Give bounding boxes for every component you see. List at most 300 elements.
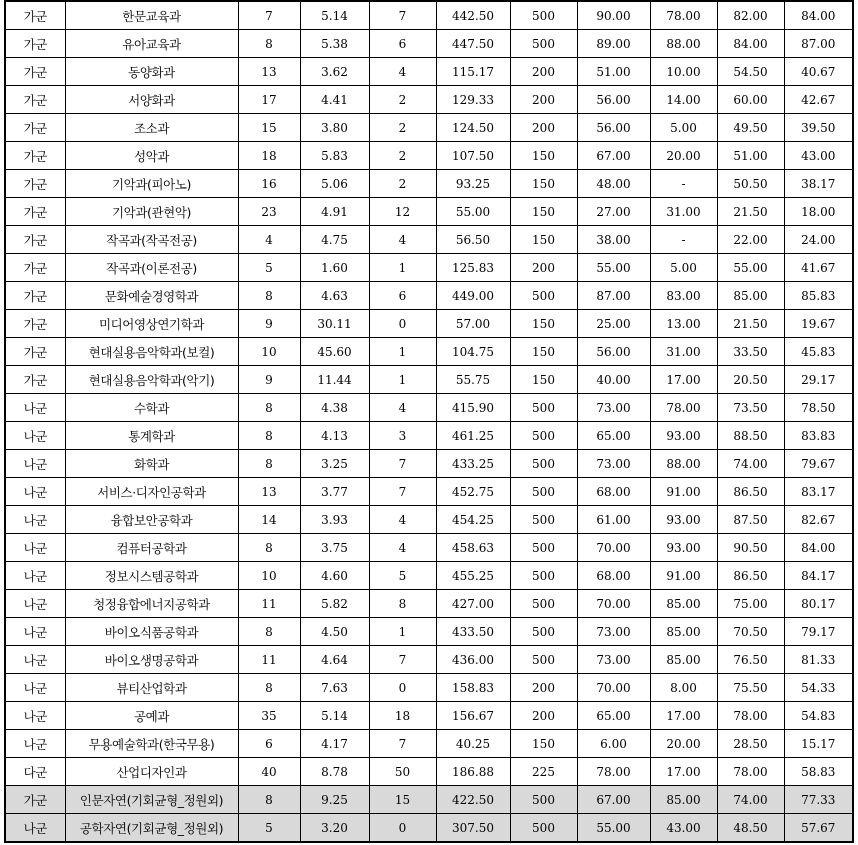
score-c-cell: 74.00 bbox=[717, 786, 784, 814]
group-cell: 다군 bbox=[5, 758, 65, 786]
quota-cell: 11 bbox=[238, 646, 300, 674]
group-cell: 가군 bbox=[5, 198, 65, 226]
competition-rate-cell: 3.62 bbox=[300, 58, 369, 86]
score-b-cell: - bbox=[650, 226, 717, 254]
department-cell: 수학과 bbox=[65, 394, 238, 422]
total-score-cell: 427.00 bbox=[436, 590, 510, 618]
quota-cell: 8 bbox=[238, 534, 300, 562]
score-a-cell: 56.00 bbox=[577, 86, 650, 114]
score-b-cell: - bbox=[650, 170, 717, 198]
department-cell: 서비스·디자인공학과 bbox=[65, 478, 238, 506]
competition-rate-cell: 4.64 bbox=[300, 646, 369, 674]
group-cell: 가군 bbox=[5, 282, 65, 310]
score-b-cell: 5.00 bbox=[650, 254, 717, 282]
score-c-cell: 60.00 bbox=[717, 86, 784, 114]
group-cell: 가군 bbox=[5, 366, 65, 394]
quota-cell: 8 bbox=[238, 786, 300, 814]
table-row bbox=[5, 394, 853, 422]
table-row bbox=[5, 338, 853, 366]
quota-cell: 8 bbox=[238, 282, 300, 310]
max-score-cell: 150 bbox=[510, 142, 577, 170]
department-cell: 인문자연(기회균형_정원외) bbox=[65, 786, 238, 814]
score-b-cell: 85.00 bbox=[650, 590, 717, 618]
average-cell: 85.83 bbox=[784, 282, 853, 310]
score-c-cell: 20.50 bbox=[717, 366, 784, 394]
score-c-cell: 87.50 bbox=[717, 506, 784, 534]
score-c-cell: 75.00 bbox=[717, 590, 784, 618]
score-a-cell: 25.00 bbox=[577, 310, 650, 338]
group-cell: 나군 bbox=[5, 814, 65, 843]
group-cell: 가군 bbox=[5, 86, 65, 114]
table-row bbox=[5, 562, 853, 590]
score-c-cell: 85.00 bbox=[717, 282, 784, 310]
competition-rate-cell: 4.17 bbox=[300, 730, 369, 758]
score-c-cell: 86.50 bbox=[717, 478, 784, 506]
score-a-cell: 78.00 bbox=[577, 758, 650, 786]
department-cell: 작곡과(작곡전공) bbox=[65, 226, 238, 254]
total-score-cell: 124.50 bbox=[436, 114, 510, 142]
competition-rate-cell: 5.83 bbox=[300, 142, 369, 170]
table-row bbox=[5, 506, 853, 534]
total-score-cell: 57.00 bbox=[436, 310, 510, 338]
max-score-cell: 150 bbox=[510, 198, 577, 226]
total-score-cell: 436.00 bbox=[436, 646, 510, 674]
department-cell: 바이오식품공학과 bbox=[65, 618, 238, 646]
score-b-cell: 14.00 bbox=[650, 86, 717, 114]
total-score-cell: 40.25 bbox=[436, 730, 510, 758]
max-score-cell: 200 bbox=[510, 254, 577, 282]
score-b-cell: 91.00 bbox=[650, 562, 717, 590]
competition-rate-cell: 4.63 bbox=[300, 282, 369, 310]
table-row bbox=[5, 618, 853, 646]
average-cell: 45.83 bbox=[784, 338, 853, 366]
waitlist-cell: 4 bbox=[369, 506, 436, 534]
average-cell: 39.50 bbox=[784, 114, 853, 142]
average-cell: 42.67 bbox=[784, 86, 853, 114]
score-c-cell: 86.50 bbox=[717, 562, 784, 590]
score-a-cell: 70.00 bbox=[577, 590, 650, 618]
score-c-cell: 82.00 bbox=[717, 1, 784, 30]
quota-cell: 15 bbox=[238, 114, 300, 142]
max-score-cell: 500 bbox=[510, 30, 577, 58]
table-row bbox=[5, 786, 853, 814]
score-b-cell: 17.00 bbox=[650, 702, 717, 730]
score-c-cell: 73.50 bbox=[717, 394, 784, 422]
department-cell: 공예과 bbox=[65, 702, 238, 730]
score-b-cell: 83.00 bbox=[650, 282, 717, 310]
admission-results-table bbox=[4, 0, 854, 843]
total-score-cell: 449.00 bbox=[436, 282, 510, 310]
average-cell: 18.00 bbox=[784, 198, 853, 226]
score-b-cell: 31.00 bbox=[650, 338, 717, 366]
competition-rate-cell: 5.38 bbox=[300, 30, 369, 58]
competition-rate-cell: 4.13 bbox=[300, 422, 369, 450]
total-score-cell: 129.33 bbox=[436, 86, 510, 114]
score-a-cell: 55.00 bbox=[577, 254, 650, 282]
group-cell: 가군 bbox=[5, 254, 65, 282]
competition-rate-cell: 9.25 bbox=[300, 786, 369, 814]
waitlist-cell: 4 bbox=[369, 226, 436, 254]
group-cell: 나군 bbox=[5, 394, 65, 422]
department-cell: 문화예술경영학과 bbox=[65, 282, 238, 310]
waitlist-cell: 6 bbox=[369, 282, 436, 310]
score-b-cell: 85.00 bbox=[650, 646, 717, 674]
department-cell: 현대실용음악학과(악기) bbox=[65, 366, 238, 394]
table-row bbox=[5, 198, 853, 226]
score-c-cell: 21.50 bbox=[717, 310, 784, 338]
table-row bbox=[5, 674, 853, 702]
competition-rate-cell: 7.63 bbox=[300, 674, 369, 702]
waitlist-cell: 18 bbox=[369, 702, 436, 730]
waitlist-cell: 2 bbox=[369, 142, 436, 170]
score-a-cell: 65.00 bbox=[577, 422, 650, 450]
department-cell: 융합보안공학과 bbox=[65, 506, 238, 534]
average-cell: 57.67 bbox=[784, 814, 853, 843]
competition-rate-cell: 4.75 bbox=[300, 226, 369, 254]
score-a-cell: 89.00 bbox=[577, 30, 650, 58]
group-cell: 나군 bbox=[5, 702, 65, 730]
average-cell: 82.67 bbox=[784, 506, 853, 534]
max-score-cell: 500 bbox=[510, 422, 577, 450]
quota-cell: 8 bbox=[238, 30, 300, 58]
waitlist-cell: 1 bbox=[369, 254, 436, 282]
average-cell: 79.17 bbox=[784, 618, 853, 646]
score-a-cell: 68.00 bbox=[577, 562, 650, 590]
average-cell: 54.83 bbox=[784, 702, 853, 730]
score-b-cell: 31.00 bbox=[650, 198, 717, 226]
competition-rate-cell: 4.38 bbox=[300, 394, 369, 422]
department-cell: 서양화과 bbox=[65, 86, 238, 114]
average-cell: 84.00 bbox=[784, 1, 853, 30]
department-cell: 한문교육과 bbox=[65, 1, 238, 30]
score-c-cell: 54.50 bbox=[717, 58, 784, 86]
competition-rate-cell: 5.14 bbox=[300, 1, 369, 30]
score-c-cell: 88.50 bbox=[717, 422, 784, 450]
competition-rate-cell: 1.60 bbox=[300, 254, 369, 282]
total-score-cell: 447.50 bbox=[436, 30, 510, 58]
department-cell: 현대실용음악학과(보컬) bbox=[65, 338, 238, 366]
max-score-cell: 150 bbox=[510, 338, 577, 366]
waitlist-cell: 3 bbox=[369, 422, 436, 450]
quota-cell: 8 bbox=[238, 618, 300, 646]
total-score-cell: 454.25 bbox=[436, 506, 510, 534]
waitlist-cell: 1 bbox=[369, 618, 436, 646]
total-score-cell: 158.83 bbox=[436, 674, 510, 702]
competition-rate-cell: 4.41 bbox=[300, 86, 369, 114]
group-cell: 가군 bbox=[5, 1, 65, 30]
score-a-cell: 38.00 bbox=[577, 226, 650, 254]
competition-rate-cell: 3.25 bbox=[300, 450, 369, 478]
group-cell: 가군 bbox=[5, 170, 65, 198]
waitlist-cell: 0 bbox=[369, 814, 436, 843]
group-cell: 나군 bbox=[5, 478, 65, 506]
total-score-cell: 415.90 bbox=[436, 394, 510, 422]
department-cell: 미디어영상연기학과 bbox=[65, 310, 238, 338]
total-score-cell: 433.50 bbox=[436, 618, 510, 646]
score-c-cell: 49.50 bbox=[717, 114, 784, 142]
average-cell: 15.17 bbox=[784, 730, 853, 758]
average-cell: 78.50 bbox=[784, 394, 853, 422]
competition-rate-cell: 11.44 bbox=[300, 366, 369, 394]
score-a-cell: 87.00 bbox=[577, 282, 650, 310]
average-cell: 19.67 bbox=[784, 310, 853, 338]
competition-rate-cell: 3.75 bbox=[300, 534, 369, 562]
department-cell: 유아교육과 bbox=[65, 30, 238, 58]
score-c-cell: 50.50 bbox=[717, 170, 784, 198]
waitlist-cell: 4 bbox=[369, 58, 436, 86]
score-b-cell: 20.00 bbox=[650, 730, 717, 758]
max-score-cell: 500 bbox=[510, 646, 577, 674]
quota-cell: 6 bbox=[238, 730, 300, 758]
table-row bbox=[5, 450, 853, 478]
score-c-cell: 78.00 bbox=[717, 758, 784, 786]
total-score-cell: 442.50 bbox=[436, 1, 510, 30]
group-cell: 나군 bbox=[5, 674, 65, 702]
quota-cell: 7 bbox=[238, 1, 300, 30]
table-row bbox=[5, 422, 853, 450]
group-cell: 나군 bbox=[5, 450, 65, 478]
total-score-cell: 458.63 bbox=[436, 534, 510, 562]
quota-cell: 9 bbox=[238, 310, 300, 338]
score-a-cell: 67.00 bbox=[577, 142, 650, 170]
score-b-cell: 93.00 bbox=[650, 534, 717, 562]
quota-cell: 18 bbox=[238, 142, 300, 170]
competition-rate-cell: 3.77 bbox=[300, 478, 369, 506]
quota-cell: 17 bbox=[238, 86, 300, 114]
max-score-cell: 150 bbox=[510, 310, 577, 338]
score-c-cell: 84.00 bbox=[717, 30, 784, 58]
score-c-cell: 33.50 bbox=[717, 338, 784, 366]
group-cell: 가군 bbox=[5, 30, 65, 58]
department-cell: 공학자연(기회균형_정원외) bbox=[65, 814, 238, 843]
table-row bbox=[5, 30, 853, 58]
quota-cell: 5 bbox=[238, 254, 300, 282]
waitlist-cell: 1 bbox=[369, 366, 436, 394]
score-a-cell: 27.00 bbox=[577, 198, 650, 226]
max-score-cell: 500 bbox=[510, 618, 577, 646]
group-cell: 나군 bbox=[5, 534, 65, 562]
average-cell: 80.17 bbox=[784, 590, 853, 618]
waitlist-cell: 7 bbox=[369, 1, 436, 30]
average-cell: 43.00 bbox=[784, 142, 853, 170]
total-score-cell: 125.83 bbox=[436, 254, 510, 282]
average-cell: 84.17 bbox=[784, 562, 853, 590]
competition-rate-cell: 8.78 bbox=[300, 758, 369, 786]
department-cell: 성악과 bbox=[65, 142, 238, 170]
average-cell: 54.33 bbox=[784, 674, 853, 702]
quota-cell: 13 bbox=[238, 478, 300, 506]
score-a-cell: 40.00 bbox=[577, 366, 650, 394]
score-b-cell: 5.00 bbox=[650, 114, 717, 142]
waitlist-cell: 4 bbox=[369, 534, 436, 562]
score-b-cell: 13.00 bbox=[650, 310, 717, 338]
score-b-cell: 17.00 bbox=[650, 366, 717, 394]
max-score-cell: 500 bbox=[510, 562, 577, 590]
department-cell: 화학과 bbox=[65, 450, 238, 478]
table-row bbox=[5, 758, 853, 786]
total-score-cell: 186.88 bbox=[436, 758, 510, 786]
waitlist-cell: 7 bbox=[369, 450, 436, 478]
waitlist-cell: 2 bbox=[369, 114, 436, 142]
competition-rate-cell: 4.91 bbox=[300, 198, 369, 226]
group-cell: 나군 bbox=[5, 590, 65, 618]
table-row bbox=[5, 814, 853, 843]
quota-cell: 9 bbox=[238, 366, 300, 394]
score-c-cell: 70.50 bbox=[717, 618, 784, 646]
waitlist-cell: 0 bbox=[369, 310, 436, 338]
total-score-cell: 104.75 bbox=[436, 338, 510, 366]
waitlist-cell: 5 bbox=[369, 562, 436, 590]
quota-cell: 5 bbox=[238, 814, 300, 843]
score-a-cell: 67.00 bbox=[577, 786, 650, 814]
average-cell: 41.67 bbox=[784, 254, 853, 282]
table-row bbox=[5, 590, 853, 618]
score-b-cell: 20.00 bbox=[650, 142, 717, 170]
average-cell: 87.00 bbox=[784, 30, 853, 58]
score-b-cell: 10.00 bbox=[650, 58, 717, 86]
department-cell: 뷰티산업학과 bbox=[65, 674, 238, 702]
table-row bbox=[5, 254, 853, 282]
group-cell: 나군 bbox=[5, 646, 65, 674]
competition-rate-cell: 3.80 bbox=[300, 114, 369, 142]
average-cell: 58.83 bbox=[784, 758, 853, 786]
total-score-cell: 93.25 bbox=[436, 170, 510, 198]
total-score-cell: 307.50 bbox=[436, 814, 510, 843]
department-cell: 기악과(관현악) bbox=[65, 198, 238, 226]
department-cell: 바이오생명공학과 bbox=[65, 646, 238, 674]
quota-cell: 10 bbox=[238, 338, 300, 366]
group-cell: 가군 bbox=[5, 226, 65, 254]
department-cell: 동양화과 bbox=[65, 58, 238, 86]
total-score-cell: 107.50 bbox=[436, 142, 510, 170]
competition-rate-cell: 5.06 bbox=[300, 170, 369, 198]
total-score-cell: 422.50 bbox=[436, 786, 510, 814]
max-score-cell: 150 bbox=[510, 730, 577, 758]
total-score-cell: 433.25 bbox=[436, 450, 510, 478]
max-score-cell: 500 bbox=[510, 534, 577, 562]
group-cell: 나군 bbox=[5, 562, 65, 590]
score-b-cell: 88.00 bbox=[650, 450, 717, 478]
score-c-cell: 76.50 bbox=[717, 646, 784, 674]
max-score-cell: 200 bbox=[510, 114, 577, 142]
score-b-cell: 93.00 bbox=[650, 422, 717, 450]
group-cell: 가군 bbox=[5, 338, 65, 366]
score-b-cell: 91.00 bbox=[650, 478, 717, 506]
score-c-cell: 28.50 bbox=[717, 730, 784, 758]
table-row bbox=[5, 730, 853, 758]
quota-cell: 14 bbox=[238, 506, 300, 534]
competition-rate-cell: 5.82 bbox=[300, 590, 369, 618]
total-score-cell: 55.00 bbox=[436, 198, 510, 226]
max-score-cell: 500 bbox=[510, 506, 577, 534]
department-cell: 작곡과(이론전공) bbox=[65, 254, 238, 282]
score-a-cell: 61.00 bbox=[577, 506, 650, 534]
competition-rate-cell: 4.60 bbox=[300, 562, 369, 590]
score-a-cell: 90.00 bbox=[577, 1, 650, 30]
score-a-cell: 48.00 bbox=[577, 170, 650, 198]
score-a-cell: 73.00 bbox=[577, 618, 650, 646]
quota-cell: 8 bbox=[238, 450, 300, 478]
score-b-cell: 43.00 bbox=[650, 814, 717, 843]
table-row bbox=[5, 170, 853, 198]
waitlist-cell: 15 bbox=[369, 786, 436, 814]
competition-rate-cell: 5.14 bbox=[300, 702, 369, 730]
score-b-cell: 88.00 bbox=[650, 30, 717, 58]
average-cell: 81.33 bbox=[784, 646, 853, 674]
total-score-cell: 115.17 bbox=[436, 58, 510, 86]
score-a-cell: 6.00 bbox=[577, 730, 650, 758]
group-cell: 나군 bbox=[5, 422, 65, 450]
quota-cell: 8 bbox=[238, 422, 300, 450]
score-a-cell: 51.00 bbox=[577, 58, 650, 86]
score-a-cell: 73.00 bbox=[577, 450, 650, 478]
waitlist-cell: 7 bbox=[369, 730, 436, 758]
group-cell: 가군 bbox=[5, 142, 65, 170]
department-cell: 청정융합에너지공학과 bbox=[65, 590, 238, 618]
department-cell: 통계학과 bbox=[65, 422, 238, 450]
competition-rate-cell: 3.93 bbox=[300, 506, 369, 534]
quota-cell: 8 bbox=[238, 674, 300, 702]
average-cell: 24.00 bbox=[784, 226, 853, 254]
waitlist-cell: 7 bbox=[369, 478, 436, 506]
score-b-cell: 93.00 bbox=[650, 506, 717, 534]
table-row bbox=[5, 86, 853, 114]
waitlist-cell: 1 bbox=[369, 338, 436, 366]
score-a-cell: 56.00 bbox=[577, 114, 650, 142]
max-score-cell: 500 bbox=[510, 478, 577, 506]
group-cell: 가군 bbox=[5, 58, 65, 86]
max-score-cell: 200 bbox=[510, 702, 577, 730]
score-c-cell: 90.50 bbox=[717, 534, 784, 562]
group-cell: 가군 bbox=[5, 786, 65, 814]
waitlist-cell: 0 bbox=[369, 674, 436, 702]
competition-rate-cell: 4.50 bbox=[300, 618, 369, 646]
waitlist-cell: 4 bbox=[369, 394, 436, 422]
quota-cell: 35 bbox=[238, 702, 300, 730]
table-row bbox=[5, 478, 853, 506]
table-row bbox=[5, 142, 853, 170]
competition-rate-cell: 3.20 bbox=[300, 814, 369, 843]
table-row bbox=[5, 114, 853, 142]
score-c-cell: 74.00 bbox=[717, 450, 784, 478]
quota-cell: 4 bbox=[238, 226, 300, 254]
score-b-cell: 78.00 bbox=[650, 394, 717, 422]
score-b-cell: 17.00 bbox=[650, 758, 717, 786]
max-score-cell: 225 bbox=[510, 758, 577, 786]
score-c-cell: 21.50 bbox=[717, 198, 784, 226]
total-score-cell: 455.25 bbox=[436, 562, 510, 590]
score-b-cell: 78.00 bbox=[650, 1, 717, 30]
average-cell: 40.67 bbox=[784, 58, 853, 86]
quota-cell: 40 bbox=[238, 758, 300, 786]
group-cell: 가군 bbox=[5, 310, 65, 338]
total-score-cell: 56.50 bbox=[436, 226, 510, 254]
max-score-cell: 500 bbox=[510, 590, 577, 618]
score-c-cell: 78.00 bbox=[717, 702, 784, 730]
table-row bbox=[5, 226, 853, 254]
average-cell: 83.17 bbox=[784, 478, 853, 506]
table-row bbox=[5, 646, 853, 674]
average-cell: 83.83 bbox=[784, 422, 853, 450]
quota-cell: 13 bbox=[238, 58, 300, 86]
department-cell: 조소과 bbox=[65, 114, 238, 142]
table-row bbox=[5, 702, 853, 730]
group-cell: 나군 bbox=[5, 730, 65, 758]
group-cell: 나군 bbox=[5, 506, 65, 534]
competition-rate-cell: 45.60 bbox=[300, 338, 369, 366]
department-cell: 컴퓨터공학과 bbox=[65, 534, 238, 562]
score-a-cell: 73.00 bbox=[577, 394, 650, 422]
